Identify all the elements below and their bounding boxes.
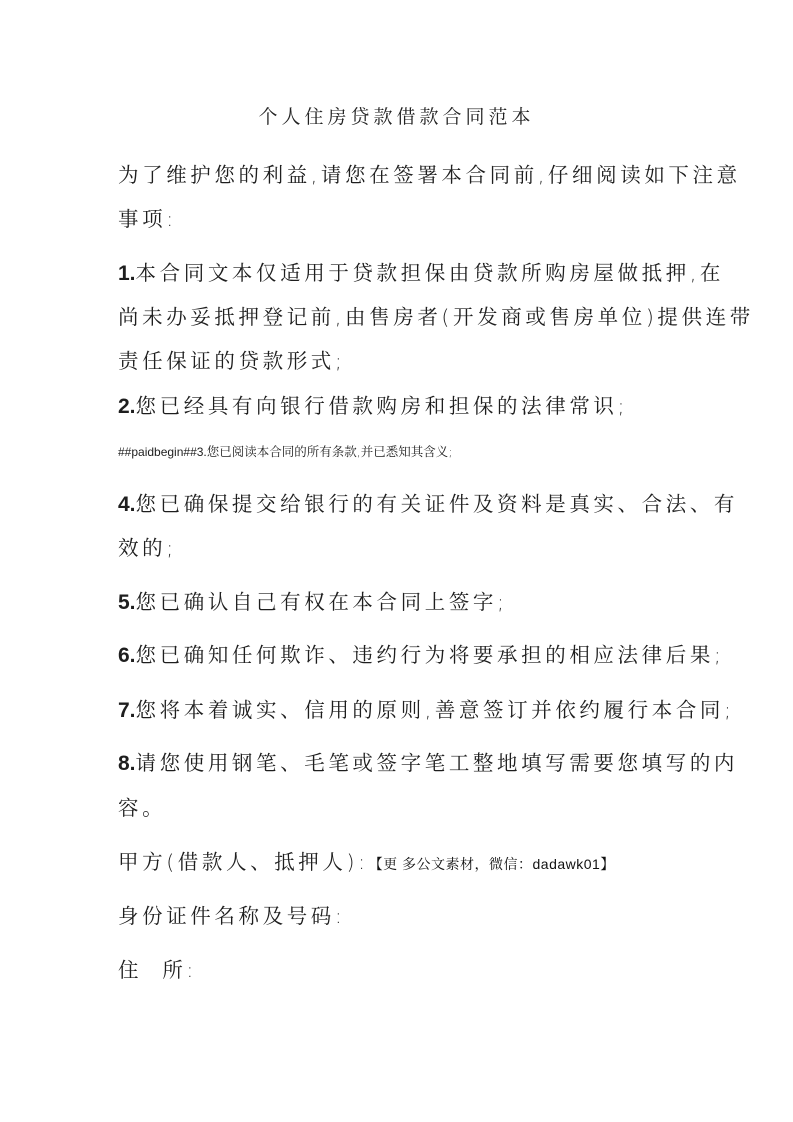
item-2-line-1 <box>118 389 628 419</box>
item-text: 您已确知任何欺诈、违约行为将要承担的相应法律后果; <box>135 643 725 667</box>
item-number: 7. <box>118 699 136 722</box>
paid-marker: ##paidbegin## <box>118 445 197 459</box>
intro-line-2: 事项: <box>118 207 177 231</box>
item-text: 您已确认自己有权在本合同上签字; <box>135 590 508 614</box>
party-a-line <box>118 845 615 875</box>
item-text: 您已经具有向银行借款购房和担保的法律常识; <box>135 394 629 418</box>
document-title: 个人住房贷款借款合同范本 <box>258 106 535 128</box>
item-8-line-1 <box>118 746 738 776</box>
item-1-line-1 <box>118 256 724 286</box>
item-text: 您已确保提交给银行的有关证件及资料是真实、合法、有 <box>135 492 739 516</box>
party-a-label: 甲方(借款人、抵押人): <box>118 850 369 874</box>
item-1-line-3: 责任保证的贷款形式; <box>118 349 346 373</box>
item-6-line-1 <box>118 638 724 668</box>
intro-line-1: 为了维护您的利益,请您在签署本合同前,仔细阅读如下注意 <box>118 163 741 187</box>
item-8-line-2: 容。 <box>118 796 167 820</box>
item-3-line-1 <box>118 442 452 460</box>
item-5-line-1 <box>118 585 508 615</box>
item-number: 5. <box>118 591 136 614</box>
item-number: 4. <box>118 493 136 516</box>
item-4-line-2: 效的; <box>118 536 177 560</box>
item-text: 本合同文本仅适用于贷款担保由贷款所购房屋做抵押,在 <box>135 261 725 285</box>
address-label: 住 所: <box>118 958 197 982</box>
item-7-line-1 <box>118 693 735 723</box>
item-text: 您将本着诚实、信用的原则,善意签订并依约履行本合同; <box>135 698 735 722</box>
item-number: 2. <box>118 395 136 418</box>
item-1-line-2: 尚未办妥抵押登记前,由售房者(开发商或售房单位)提供连带 <box>118 305 754 329</box>
item-number: 6. <box>118 644 136 667</box>
ad-text: 【更 多公文素材，微信：dadawk01】 <box>368 856 615 872</box>
item-text: 您已阅读本合同的所有条款,并已悉知其含义; <box>206 444 453 459</box>
item-text: 请您使用钢笔、毛笔或签字笔工整地填写需要您填写的内 <box>135 751 739 775</box>
item-number: 8. <box>118 752 136 775</box>
item-number: 3. <box>196 445 207 459</box>
id-label: 身份证件名称及号码: <box>118 904 346 928</box>
item-4-line-1 <box>118 487 738 517</box>
item-number: 1. <box>118 262 136 285</box>
